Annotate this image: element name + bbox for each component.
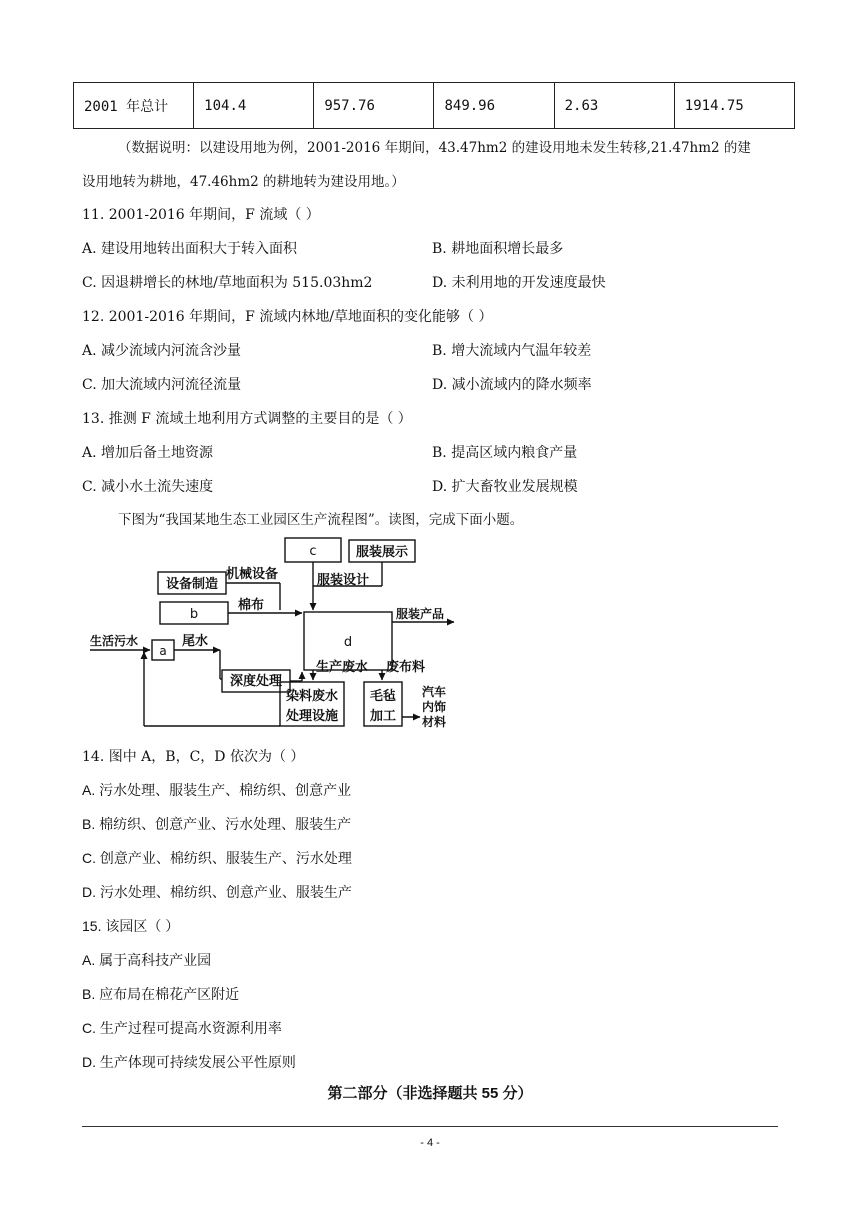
question-11-option-c: C. 因退耕增长的林地/草地面积为 515.03hm2 <box>82 275 373 291</box>
box-felt-label-line-1: 毛毡 <box>369 689 397 704</box>
label-tail-water: 尾水 <box>182 634 209 649</box>
question-13-option-d: D. 扩大畜牧业发展规模 <box>432 479 578 495</box>
label-machinery: 机械设备 <box>226 567 279 582</box>
box-clothing-show-label: 服装展示 <box>355 545 409 560</box>
data-note-line-2: 设用地转为耕地，47.46hm2 的耕地转为建设用地。） <box>82 174 405 190</box>
question-11-stem: 11. 2001-2016 年期间，F 流域（ ） <box>82 207 320 223</box>
data-table <box>73 82 795 129</box>
page-number: - 4 - <box>420 1137 440 1149</box>
question-15-option-a: A. 属于高科技产业园 <box>82 952 212 968</box>
question-12-option-c: C. 加大流域内河流径流量 <box>82 377 242 393</box>
box-dye-label-line-1: 染料废水 <box>285 689 339 704</box>
label-waste-cloth: 废布料 <box>386 660 426 675</box>
question-12-option-b: B. 增大流域内气温年较差 <box>432 343 592 359</box>
box-b-label: b <box>189 607 199 622</box>
label-clothing-design: 服装设计 <box>317 573 370 588</box>
table-cell: 2001 年总计 <box>74 83 194 129</box>
footer-divider <box>82 1126 778 1127</box>
production-flow-diagram <box>82 532 462 732</box>
question-13-stem: 13. 推测 F 流域土地利用方式调整的主要目的是（ ） <box>82 411 412 427</box>
label-auto-line-3: 材料 <box>421 715 447 729</box>
question-11-option-d: D. 未利用地的开发速度最快 <box>432 275 606 291</box>
box-d-label: d <box>343 635 353 650</box>
question-13-option-b: B. 提高区域内粮食产量 <box>432 445 578 461</box>
question-14-stem: 14. 图中 A，B，C，D 依次为（ ） <box>82 749 305 765</box>
question-15-option-b: B. 应布局在棉花产区附近 <box>82 986 240 1002</box>
question-11-option-a: A. 建设用地转出面积大于转入面积 <box>82 241 298 257</box>
question-12-option-d: D. 减小流域内的降水频率 <box>432 377 592 393</box>
box-dye-label-line-2: 处理设施 <box>285 709 339 724</box>
table-cell: 2.63 <box>554 83 674 129</box>
question-15-option-d: D. 生产体现可持续发展公平性原则 <box>82 1054 296 1070</box>
question-11-option-b: B. 耕地面积增长最多 <box>432 241 564 257</box>
box-a-label: a <box>159 644 167 658</box>
question-15-option-c: C. 生产过程可提高水资源利用率 <box>82 1020 282 1036</box>
label-production-wastewater: 生产废水 <box>316 660 369 675</box>
question-13-option-c: C. 减小水土流失速度 <box>82 479 214 495</box>
table-row <box>74 83 795 129</box>
data-note-line-1: （数据说明：以建设用地为例，2001-2016 年期间，43.47hm2 的建设用地未发生转移,21.47hm2 的建 <box>118 140 751 156</box>
question-14-option-d: D. 污水处理、棉纺织、创意产业、服装生产 <box>82 884 352 900</box>
table-cell: 849.96 <box>434 83 554 129</box>
label-clothing-product: 服装产品 <box>396 607 445 621</box>
section-title: 第二部分（非选择题共 55 分） <box>327 1085 533 1102</box>
label-auto-line-2: 内饰 <box>421 700 447 714</box>
question-12-stem: 12. 2001-2016 年期间，F 流域内林地/草地面积的变化能够（ ） <box>82 309 493 325</box>
label-cotton-cloth: 棉布 <box>238 598 265 613</box>
label-auto-line-1: 汽车 <box>421 685 447 699</box>
diagram-intro: 下图为“我国某地生态工业园区生产流程图”。读图，完成下面小题。 <box>118 512 524 528</box>
box-equipment-label: 设备制造 <box>165 577 219 592</box>
box-deep-treatment-label: 深度处理 <box>229 674 283 689</box>
table-cell: 1914.75 <box>674 83 794 129</box>
question-14-option-c: C. 创意产业、棉纺织、服装生产、污水处理 <box>82 850 352 866</box>
label-domestic-sewage: 生活污水 <box>90 634 139 648</box>
question-14-option-b: B. 棉纺织、创意产业、污水处理、服装生产 <box>82 816 352 832</box>
question-12-option-a: A. 减少流域内河流含沙量 <box>82 343 242 359</box>
question-13-option-a: A. 增加后备土地资源 <box>82 445 214 461</box>
table-cell: 104.4 <box>194 83 314 129</box>
box-felt-label-line-2: 加工 <box>369 709 397 724</box>
table-cell: 957.76 <box>314 83 434 129</box>
question-14-option-a: A. 污水处理、服装生产、棉纺织、创意产业 <box>82 782 352 798</box>
question-15-stem: 15. 该园区（ ） <box>82 918 180 934</box>
box-c-label: c <box>309 544 317 559</box>
